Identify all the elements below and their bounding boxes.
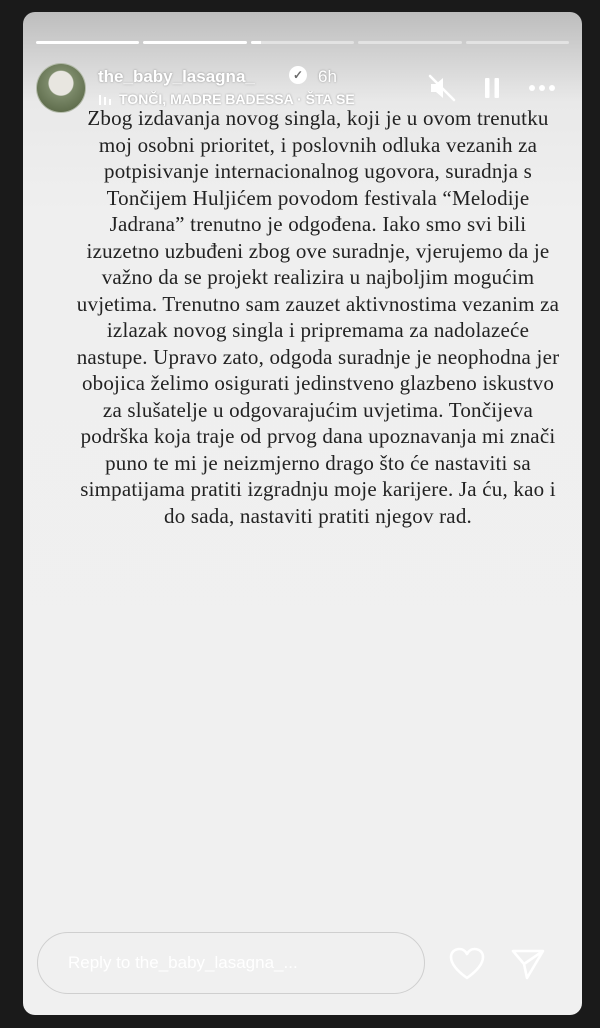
mute-button[interactable]	[427, 73, 457, 108]
pause-icon	[477, 73, 507, 108]
pause-button[interactable]	[477, 73, 507, 108]
more-options-button[interactable]	[525, 73, 559, 108]
progress-segment	[36, 41, 139, 44]
paper-plane-icon	[510, 968, 546, 985]
reply-input[interactable]: Reply to the_baby_lasagna_...	[37, 932, 425, 994]
more-icon	[525, 73, 559, 108]
music-track[interactable]: TONČI, MADRE BADESSA · ŠTA SE	[119, 91, 355, 107]
progress-segment	[466, 41, 569, 44]
username[interactable]: the_baby_lasagna_	[98, 67, 255, 86]
share-button[interactable]	[510, 947, 546, 986]
speaker-muted-icon	[427, 73, 457, 108]
progress-segment	[251, 41, 354, 44]
progress-segment	[358, 41, 461, 44]
verified-badge-icon: ✓	[289, 66, 307, 84]
story-footer	[23, 932, 582, 1002]
story-progress	[36, 41, 569, 44]
post-time: 6h	[318, 67, 337, 86]
like-button[interactable]	[449, 947, 485, 986]
heart-icon	[449, 968, 485, 985]
story-text: Zbog izdavanja novog singla, koji je u ovom trenutku moj osobni prioritet, i poslovnih odluka vezanih za potpisivanje internacionalnog ugovora, suradnja s Tončijem Huljićem povodom festivala “Melodije Jadrana” trenutno je odgođena. Iako smo svi bili izuzetno uzbuđeni zbog ove suradnje, vjerujemo da je važno da se projekt realizira u najboljim mogućim uvjetima. Trenutno sam zauzet aktivnostima vezanim za izlazak novog singla i pripremama za nadolazeće nastupe. Upravo zato, odgoda suradnje je neophodna jer obojica želimo osigurati jedinstveno glazbeno iskustvo za slušatelje u odgovarajućim uvjetima. Tončijeva podrška koja traje od prvog dana upoznavanja mi znači puno te mi je neizmjerno drago što će nastaviti sa simpatijama pratiti izgradnju moje karijere. Ja ću, kao i do sada, nastaviti pratiti njegov rad.	[76, 106, 560, 528]
progress-segment	[143, 41, 246, 44]
story-viewer[interactable]	[23, 12, 582, 1015]
